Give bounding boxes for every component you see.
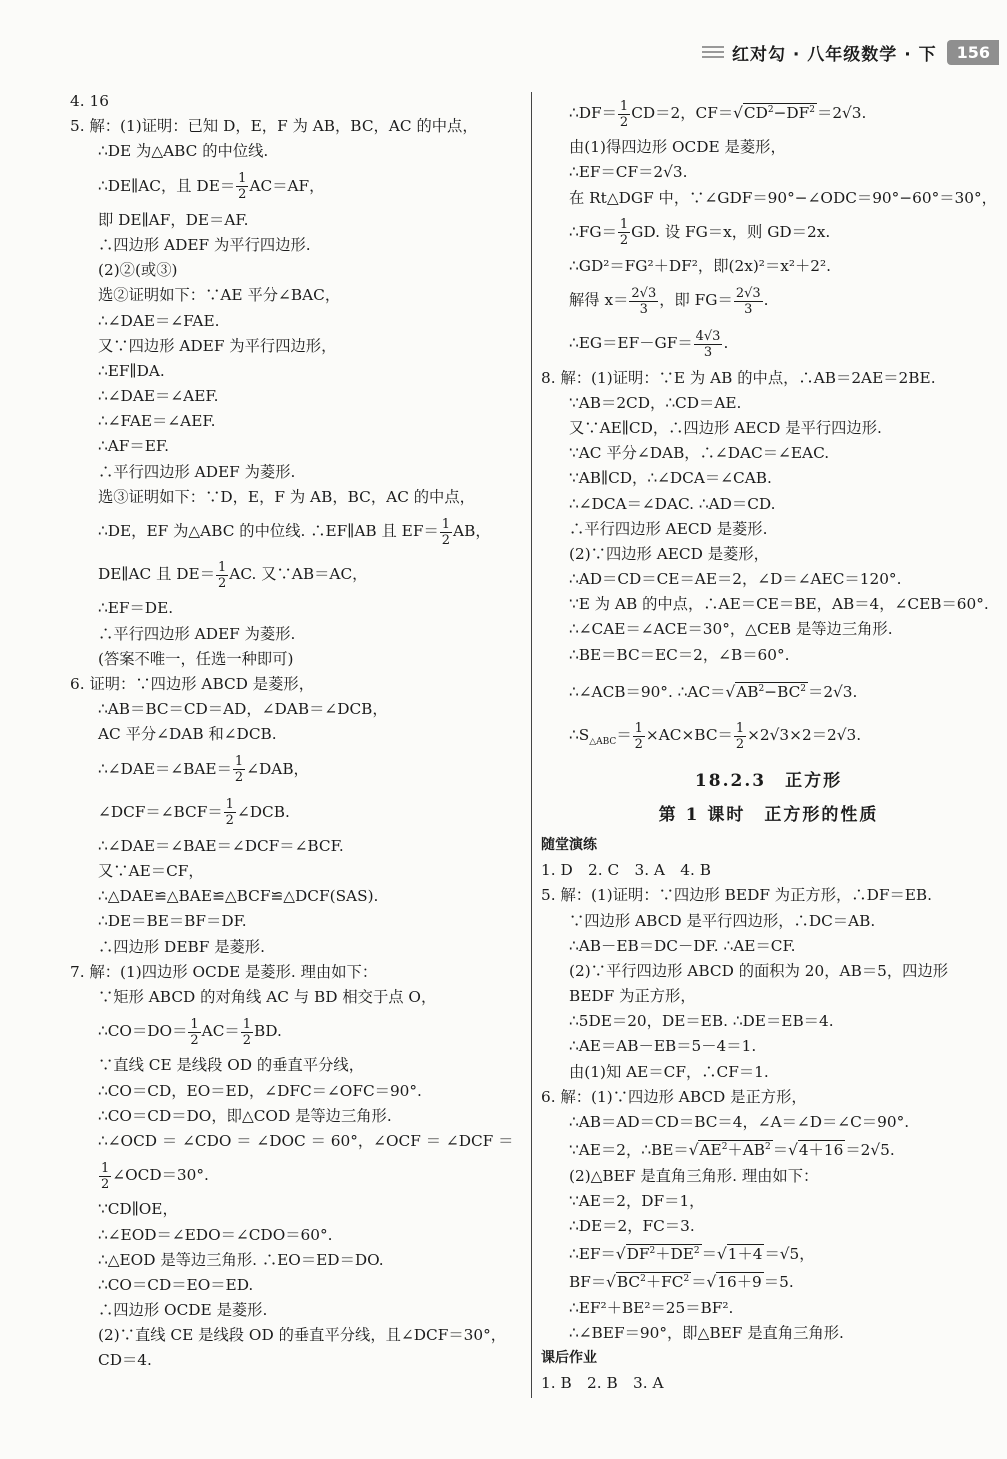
answer-line: ∴DE＝BE＝BF＝DF. [98, 912, 247, 931]
answer-line: ∴平行四边形 ADEF 为菱形. [98, 462, 296, 481]
answer-line: (2)∵四边形 AECD 是菱形， [569, 544, 769, 563]
answer-line: ∴CO＝DO＝ $\frac{1}{2}$ AC＝ $\frac{1}{2}$ BD. [98, 1016, 282, 1048]
answer-line: $\therefore S_{\triangle ABC}=$ $\frac{1}{2}$ ×AC×BC＝ $\frac{1}{2}$ ×2√3×2＝2√3. [569, 720, 862, 752]
answer-line: 又∵AE∥CD，∴四边形 AECD 是平行四边形. [569, 418, 882, 437]
answer-line: ∴∠CAE＝∠ACE＝30°，△CEB 是等边三角形. [569, 620, 893, 639]
answer-line: BEDF 为正方形， [569, 987, 696, 1006]
answer-line: ∴EF²＋BE²＝25＝BF². [569, 1298, 734, 1317]
answer-line: (2)②(或③) [98, 261, 178, 280]
answer-line: ∴DE，EF 为△ABC 的中位线. ∴EF∥AB 且 EF＝ $\frac{1}{2}$ AB， [98, 516, 491, 548]
answer-line: ∵CD∥OE， [98, 1200, 178, 1219]
answer-line: ∴四边形 OCDE 是菱形. [98, 1301, 268, 1320]
fraction: $\frac{1}{2}$ [735, 720, 745, 752]
answer-line: ∴∠FAE＝∠AEF. [98, 412, 216, 431]
fraction: $\frac{2√3}{3}$ [631, 285, 657, 317]
answer-line: 又∵四边形 ADEF 为平行四边形， [98, 336, 337, 355]
fraction: $\frac{1}{2}$ [238, 171, 247, 203]
answer-line: ∴∠ACB＝90°. $\therefore AC=√AB^2-BC^2 =2√3$. [569, 682, 858, 701]
answer-line: ∴∠EOD＝∠EDO＝∠CDO＝60°. [98, 1225, 333, 1244]
answer-line: ∵直线 CE 是线段 OD 的垂直平分线， [98, 1056, 364, 1075]
answer-line: ∴DE＝2，FC＝3. [569, 1216, 695, 1235]
sqrt-icon: √ [606, 1273, 616, 1292]
answer-line: 6. 证明：∵四边形 ABCD 是菱形， [70, 674, 314, 693]
answer-line: ∵四边形 ABCD 是平行四边形，∴DC＝AB. [569, 911, 876, 930]
answer-line: ∴BE＝BC＝EC＝2，∠B＝60°. [569, 645, 790, 664]
answer-line: ∴AE＝AB－EB＝5－4＝1. [569, 1037, 757, 1056]
answer-line: DE∥AC 且 DE＝ $\frac{1}{2}$ AC. 又∵AB＝AC， [98, 559, 368, 591]
answer-line: 选②证明如下：∵AE 平分∠BAC， [98, 286, 341, 305]
fraction: $\frac{1}{2}$ [619, 98, 629, 130]
answer-line: ∴AB＝BC＝CD＝AD，∠DAB＝∠DCB， [98, 700, 388, 719]
fraction: $\frac{1}{2}$ [225, 797, 234, 829]
fraction: $\frac{1}{2}$ [190, 1016, 199, 1048]
fraction: $\frac{2√3}{3}$ [735, 285, 761, 317]
answer-line: ∴AD＝CD＝CE＝AE＝2，∠D＝∠AEC＝120°. [569, 570, 902, 589]
answer-line: ∴△EOD 是等边三角形. ∴EO＝ED＝DO. [98, 1250, 384, 1269]
sqrt-icon: √ [688, 1141, 699, 1160]
answer-line: ∴平行四边形 ADEF 为菱形. [98, 624, 296, 643]
answer-line: ∴四边形 DEBF 是菱形. [98, 937, 265, 956]
fraction: $\frac{1}{2}$ [619, 217, 629, 249]
answer-line: ∴平行四边形 AECD 是菱形. [569, 519, 768, 538]
answer-line: 8. 解：(1)证明：∵E 为 AB 的中点，∴AB＝2AE＝2BE. [541, 368, 936, 387]
answer-line: 5. 解：(1)证明：已知 D，E，F 为 AB，BC，AC 的中点， [70, 117, 478, 136]
fraction: $\frac{1}{2}$ [218, 559, 227, 591]
column-divider [531, 92, 532, 1398]
sqrt-icon: √ [615, 1245, 626, 1264]
answer-line: $\therefore EF=√DF^2+DE^2 =√1+4 =√5$， [569, 1245, 815, 1264]
answer-line: (2)∵平行四边形 ABCD 的面积为 20，AB＝5，四边形 [569, 961, 949, 980]
answer-line: ∴∠BEF＝90°，即△BEF 是直角三角形. [569, 1323, 844, 1342]
lesson-heading: 第 1 课时 正方形的性质 [658, 805, 879, 826]
answer-line: ∴CO＝CD＝DO，即△COD 是等边三角形. [98, 1106, 392, 1125]
left-column [70, 90, 525, 1375]
page-header [702, 38, 999, 66]
answer-line: 由(1)知 AE＝CF，∴CF＝1. [569, 1062, 769, 1081]
answer-line: 由(1)得四边形 OCDE 是菱形， [569, 138, 786, 157]
answer-line: ∴5DE＝20，DE＝EB. ∴DE＝EB＝4. [569, 1012, 834, 1031]
sqrt-icon: √ [706, 1273, 717, 1292]
answer-line: 即 DE∥AF，DE＝AF. [98, 210, 249, 229]
fraction: $\frac{1}{2}$ [441, 516, 451, 548]
answer-line: ∵AC 平分∠DAB，∴∠DAC＝∠EAC. [569, 444, 830, 463]
answer-line: ∵AE＝2，$\therefore BE=√AE^2+AB^2 =√4+16 =2√5$. [569, 1141, 895, 1160]
answer-line: 5. 解：(1)证明：∵四边形 BEDF 为正方形，∴DF＝EB. [541, 886, 933, 905]
answer-line: ∴FG＝ $\frac{1}{2}$ GD. 设 FG＝x，则 GD＝2x. [569, 217, 831, 249]
answer-line: 在 Rt△DGF 中，∵∠GDF＝90°−∠ODC＝90°−60°＝30°， [569, 188, 997, 207]
answer-line: ∵矩形 ABCD 的对角线 AC 与 BD 相交于点 O， [98, 988, 437, 1006]
right-column [541, 90, 996, 1397]
answer-line: ∴∠DAE＝∠BAE＝∠DCF＝∠BCF. [98, 836, 344, 855]
answer-line: ∴△DAE≌△BAE≌△BCF≌△DCF(SAS). [98, 887, 379, 906]
answer-line: 又∵AE＝CF， [98, 862, 204, 881]
answer-line: ∠DCF＝∠BCF＝ $\frac{1}{2}$ ∠DCB. [98, 797, 290, 829]
sqrt-icon: √ [725, 682, 736, 701]
section-heading: 18.2.3 正方形 [694, 771, 843, 792]
answer-line: ∵AE＝2，DF＝1， [569, 1191, 705, 1210]
answer-line: ∴EF∥DA. [98, 361, 165, 380]
subsection-label: 课后作业 [541, 1350, 597, 1367]
answer-line: ∴∠DAE＝∠BAE＝ $\frac{1}{2}$ ∠DAB， [98, 754, 309, 785]
answer-line: 解得 x＝ $\frac{2√3}{3}$ ，即 FG＝ $\frac{2√3}{3}$ . [569, 285, 769, 317]
answer-line: ∴∠DAE＝∠AEF. [98, 387, 219, 406]
answer-line: ∴四边形 ADEF 为平行四边形. [98, 235, 311, 254]
fraction: $\frac{4√3}{3}$ [695, 328, 721, 360]
answer-line: (答案不唯一，任选一种即可) [98, 649, 294, 668]
answer-line: ∵AB∥CD，∴∠DCA＝∠CAB. [569, 469, 772, 488]
answer-line: ∵E 为 AB 的中点，∴AE＝CE＝BE，AB＝4，∠CEB＝60°. [569, 595, 989, 614]
answer-line: ∴AF＝EF. [98, 437, 169, 456]
answer-line: 1. B 2. B 3. A [541, 1374, 664, 1393]
answer-line: ∴AB＝AD＝CD＝BC＝4，∠A＝∠D＝∠C＝90°. [569, 1113, 910, 1132]
sqrt-icon: √ [788, 1141, 798, 1160]
fraction: $\frac{1}{2}$ [242, 1016, 252, 1048]
answer-line: ∴DE∥AC，且 DE＝ $\frac{1}{2}$ AC＝AF， [98, 171, 325, 203]
answer-line: ∴EF＝CF＝2√3. [569, 163, 688, 182]
answer-line: 4. 16 [70, 92, 109, 110]
answer-line: CD＝4. [98, 1351, 152, 1370]
fraction: $\frac{1}{2}$ [634, 720, 643, 752]
header-decoration-icon [702, 46, 724, 58]
answer-line: ∴EF＝DE. [98, 599, 174, 618]
answer-line: ∴GD²＝FG²＋DF²，即(2x)²＝x²＋2². [569, 257, 832, 276]
answer-line: (2)∵直线 CE 是线段 OD 的垂直平分线，且∠DCF＝30°， [98, 1326, 507, 1345]
answer-line: 6. 解：(1)∵四边形 ABCD 是正方形， [541, 1087, 807, 1106]
sqrt-icon: √ [716, 1245, 727, 1264]
page-number: 156 [947, 40, 999, 65]
answer-line: ∴DE 为△ABC 的中位线. [98, 142, 269, 161]
answer-line: ∵AB＝2CD，∴CD＝AE. [569, 393, 742, 412]
answer-line: $BF=√BC^2+FC^2 =√16+9 =5$. [569, 1273, 794, 1292]
answer-line: ∴∠OCD ＝ ∠CDO ＝ ∠DOC ＝ 60°，∠OCF ＝ ∠DCF ＝ [98, 1131, 514, 1150]
sqrt-icon: √ [733, 104, 743, 123]
answer-line: ∴∠DCA＝∠DAC. ∴AD＝CD. [569, 494, 776, 513]
answer-line: 1. D 2. C 3. A 4. B [541, 861, 711, 880]
answer-line: AC 平分∠DAB 和∠DCB. [98, 725, 277, 744]
answer-line: ∴DF＝ $\frac{1}{2}$ CD＝2，$CF=√CD^2-DF^2 =2√3$. [569, 98, 867, 130]
answer-line: ∴∠DAE＝∠FAE. [98, 311, 220, 330]
fraction: $\frac{1}{2}$ [101, 1160, 110, 1192]
answer-line: (2)△BEF 是直角三角形. 理由如下： [569, 1166, 819, 1185]
answer-line: $\frac{1}{2}$ ∠OCD＝30°. [101, 1160, 209, 1192]
answer-line: ∴CO＝CD＝EO＝ED. [98, 1275, 254, 1294]
fraction: $\frac{1}{2}$ [234, 754, 244, 785]
subsection-label: 随堂演练 [541, 837, 597, 854]
answer-line: 选③证明如下：∵D，E，F 为 AB，BC，AC 的中点， [98, 487, 475, 506]
answer-line: ∴CO＝CD，EO＝ED，∠DFC＝∠OFC＝90°. [98, 1081, 422, 1100]
answer-line: ∴EG＝EF－GF＝ $\frac{4√3}{3}$ . [569, 328, 729, 360]
answer-line: ∴AB－EB＝DC－DF. ∴AE＝CF. [569, 936, 796, 955]
answer-line: 7. 解：(1)四边形 OCDE 是菱形. 理由如下： [70, 962, 378, 981]
book-title: 红对勾 · 八年级数学 · 下 [732, 44, 937, 65]
